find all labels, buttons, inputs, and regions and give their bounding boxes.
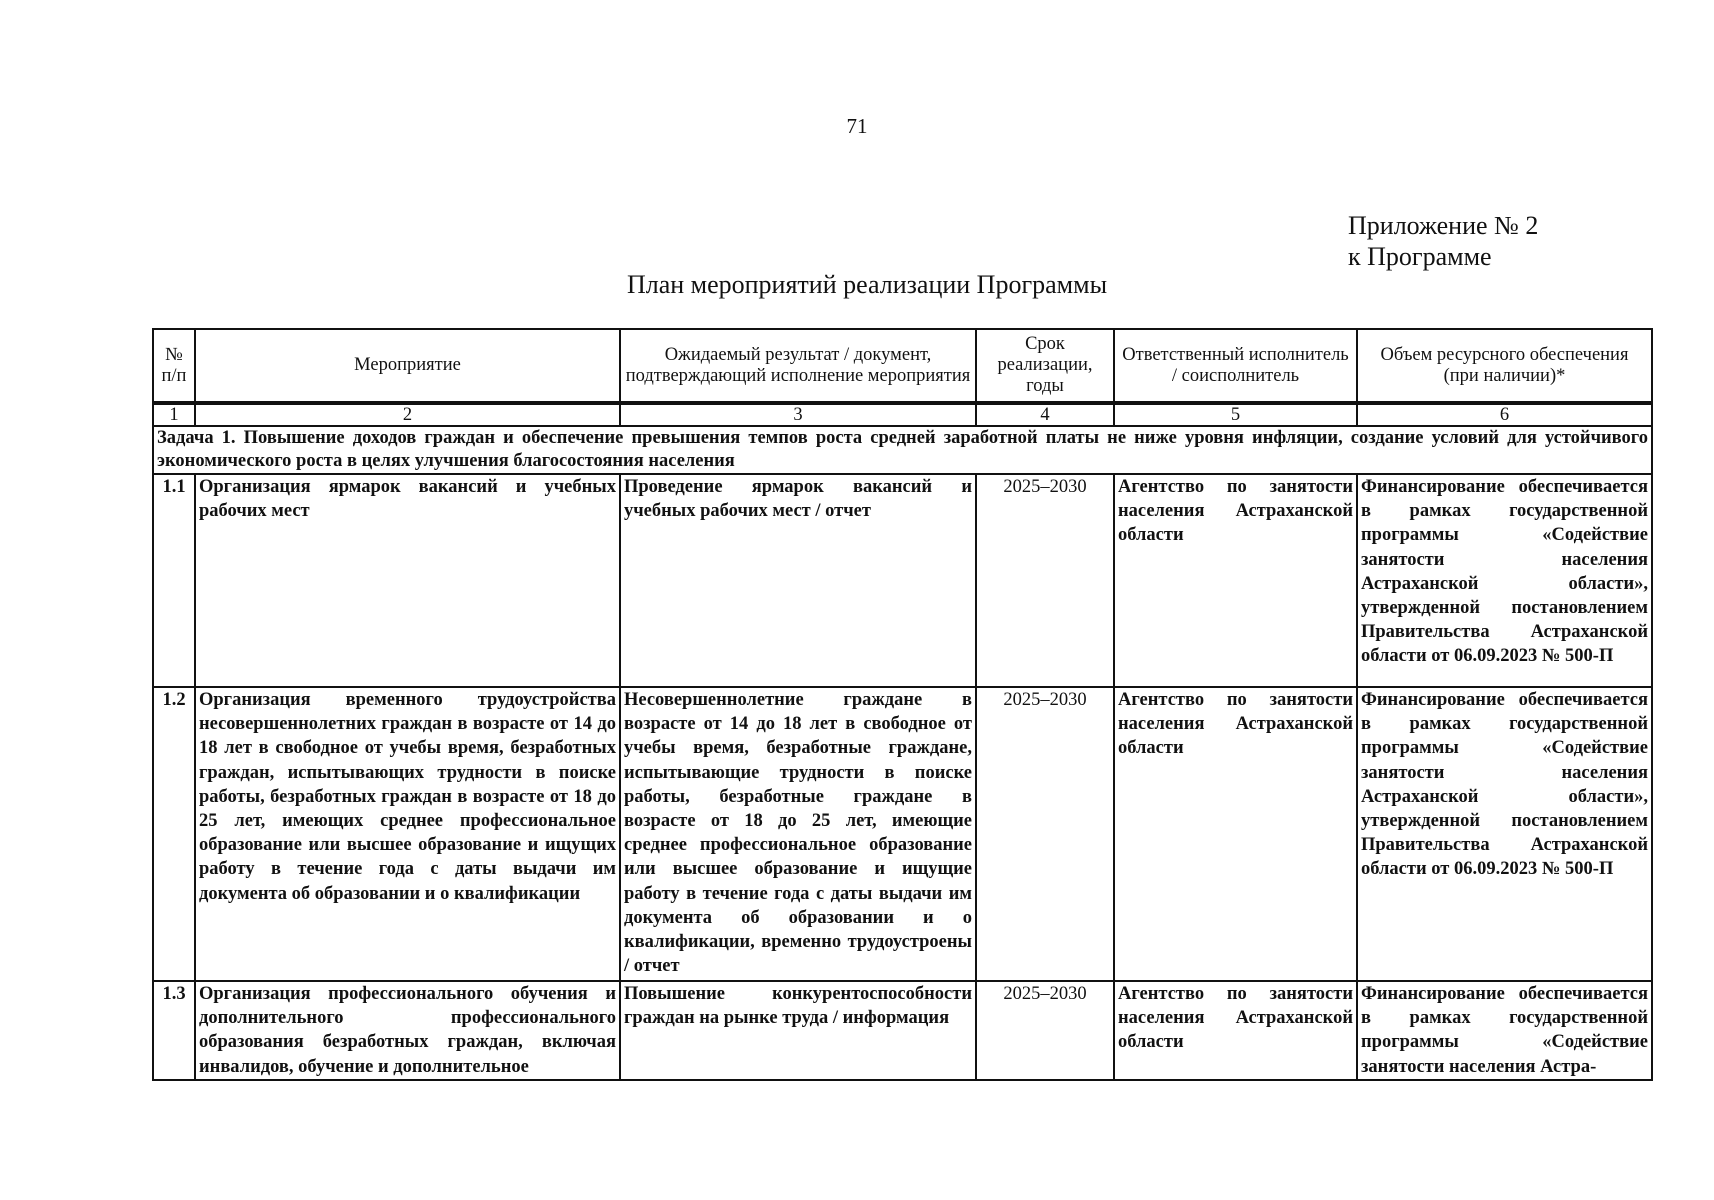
row-executor: Агентство по занятости населения Астраханской области [1114,981,1357,1080]
row-number: 1.3 [153,981,195,1080]
row-number: 1.2 [153,687,195,981]
header-period: Срок реализации, годы [976,329,1114,403]
page-number: 71 [846,114,868,138]
row-number: 1.1 [153,474,195,687]
task-description: Задача 1. Повышение доходов граждан и обеспечение превышения темпов роста средней заработной платы не ниже уровня инфляции, создание условий для устойчивого экономического роста в целях улучшения благосостояния населения [153,426,1652,474]
table-row [153,474,1652,687]
document-title: План мероприятий реализации Программы [626,270,1108,299]
row-event: Организация временного трудоустройства несовершеннолетних граждан в возрасте от 14 до 18 лет в свободное от учебы время, безработных граждан, испытывающих трудности в поиске работы, безработных граждан в возрасте от 18 до 25 лет, имеющих среднее профессиональное образование или высшее образование и ищущих работу в течение года с даты выдачи им документа об образовании и о квалификации [195,687,620,981]
task-row [153,426,1652,474]
column-number: 5 [1114,403,1357,426]
column-number-row [153,403,1652,426]
row-event: Организация профессионального обучения и дополнительного профессионального образования безработных граждан, включая инвалидов, обучение и дополнительное [195,981,620,1080]
row-period: 2025–2030 [976,474,1114,687]
row-executor: Агентство по занятости населения Астраханской области [1114,687,1357,981]
header-resources: Объем ресурсного обеспечения (при наличии)* [1357,329,1652,403]
row-resources: Финансирование обеспечивается в рамках государственной программы «Содействие занятости населения Астраханской области», утвержденной постановлением Правительства Астраханской области от 06.09.2023 № 500-П [1357,474,1652,687]
header-executor: Ответственный исполнитель / соисполнитель [1114,329,1357,403]
row-event: Организация ярмарок вакансий и учебных рабочих мест [195,474,620,687]
column-number: 1 [153,403,195,426]
row-result: Повышение конкурентоспособности граждан на рынке труда / информация [620,981,976,1080]
row-resources: Финансирование обеспечивается в рамках государственной программы «Содействие занятости населения Астраханской области», утвержденной постановлением Правительства Астраханской области от 06.09.2023 № 500-П [1357,687,1652,981]
row-executor: Агентство по занятости населения Астраханской области [1114,474,1357,687]
column-number: 2 [195,403,620,426]
column-number: 3 [620,403,976,426]
header-result: Ожидаемый результат / документ, подтверждающий исполнение мероприятия [620,329,976,403]
table-row [153,687,1652,981]
row-result: Проведение ярмарок вакансий и учебных рабочих мест / отчет [620,474,976,687]
plan-table [152,328,1653,1081]
column-number: 4 [976,403,1114,426]
row-result: Несовершеннолетние граждане в возрасте от 14 до 18 лет в свободное от учебы время, безработные граждане, испытывающие трудности в поиске работы, безработные граждане в возрасте от 18 до 25 лет, имеющие среднее профессиональное образование или высшее образование и ищущие работу в течение года с даты выдачи им документа об образовании и о квалификации, временно трудоустроены / отчет [620,687,976,981]
table-row [153,981,1652,1080]
header-event: Мероприятие [195,329,620,403]
row-period: 2025–2030 [976,687,1114,981]
row-resources: Финансирование обеспечивается в рамках государственной программы «Содействие занятости населения Астра- [1357,981,1652,1080]
appendix-note [1348,210,1538,272]
header-number: № п/п [153,329,195,403]
column-number: 6 [1357,403,1652,426]
table-header-row [153,329,1652,403]
appendix-line-1: Приложение № 2 [1348,211,1539,240]
row-period: 2025–2030 [976,981,1114,1080]
appendix-line-2: к Программе [1348,242,1492,271]
